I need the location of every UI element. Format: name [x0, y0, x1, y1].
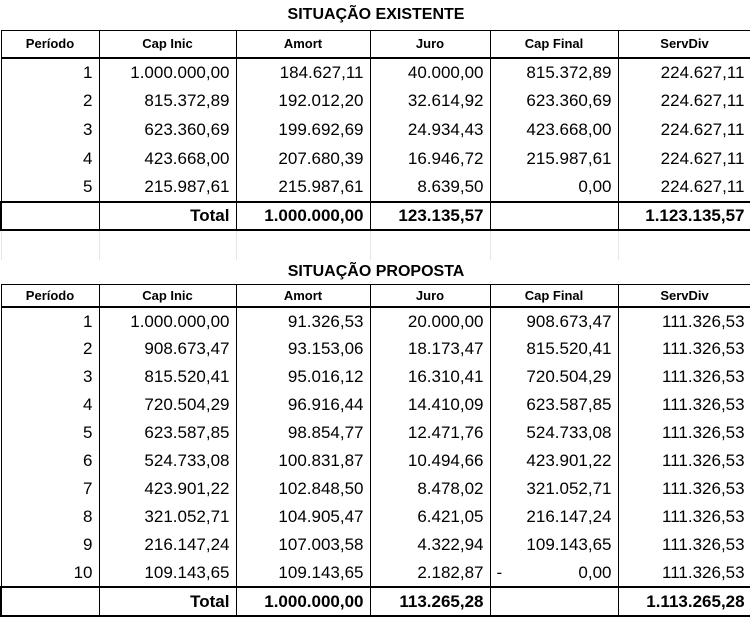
cell-servdiv: 111.326,53 — [618, 503, 750, 531]
cell-periodo: 2 — [1, 86, 99, 115]
cell-cap-final — [490, 559, 618, 587]
total-row — [1, 587, 750, 616]
cell-periodo: 4 — [1, 391, 99, 419]
cell-cap-inic: 423.901,22 — [99, 475, 236, 503]
cell-cap-inic: 815.372,89 — [99, 86, 236, 115]
cell-servdiv: 224.627,11 — [618, 173, 750, 202]
table-row — [1, 115, 750, 144]
table-row — [1, 531, 750, 559]
table-row — [1, 363, 750, 391]
cell-amort: 93.153,06 — [236, 335, 370, 363]
cell-cap-inic: 908.673,47 — [99, 335, 236, 363]
cell-amort: 100.831,87 — [236, 447, 370, 475]
table-row — [1, 503, 750, 531]
cell-periodo: 3 — [1, 115, 99, 144]
cell-cap-inic: 109.143,65 — [99, 559, 236, 587]
cap-final-value: 0,00 — [578, 562, 612, 582]
total-amort: 1.000.000,00 — [236, 587, 370, 616]
table-row — [1, 475, 750, 503]
header-periodo: Período — [1, 30, 99, 58]
header-row — [1, 284, 750, 307]
table-row — [1, 307, 750, 335]
total-servdiv: 1.113.265,28 — [618, 587, 750, 616]
cell-servdiv: 111.326,53 — [618, 447, 750, 475]
cell-juro: 32.614,92 — [370, 86, 490, 115]
cell-amort: 109.143,65 — [236, 559, 370, 587]
cell-cap-final: 423.668,00 — [490, 115, 618, 144]
total-juro: 123.135,57 — [370, 202, 490, 230]
cell-cap-final: 908.673,47 — [490, 307, 618, 335]
table-situacao-proposta — [0, 260, 750, 617]
cell-cap-inic: 216.147,24 — [99, 531, 236, 559]
total-amort: 1.000.000,00 — [236, 202, 370, 230]
cell-servdiv: 111.326,53 — [618, 335, 750, 363]
cell-periodo: 1 — [1, 307, 99, 335]
cell-amort: 104.905,47 — [236, 503, 370, 531]
cell-periodo: 2 — [1, 335, 99, 363]
cell-juro: 24.934,43 — [370, 115, 490, 144]
cell-juro: 20.000,00 — [370, 307, 490, 335]
table-row — [1, 447, 750, 475]
cell-cap-inic: 215.987,61 — [99, 173, 236, 202]
table-row — [1, 419, 750, 447]
cell-servdiv: 224.627,11 — [618, 144, 750, 173]
cell-cap-inic: 1.000.000,00 — [99, 58, 236, 86]
cell-periodo: 5 — [1, 173, 99, 202]
header-juro: Juro — [370, 30, 490, 58]
cell-periodo: 5 — [1, 419, 99, 447]
cell-cap-final: 623.587,85 — [490, 391, 618, 419]
cell-juro: 4.322,94 — [370, 531, 490, 559]
header-periodo: Período — [1, 284, 99, 307]
spacer-row — [1, 230, 750, 260]
cell-servdiv: 111.326,53 — [618, 419, 750, 447]
cell-periodo: 4 — [1, 144, 99, 173]
cell-juro: 8.478,02 — [370, 475, 490, 503]
header-juro: Juro — [370, 284, 490, 307]
cell-amort: 107.003,58 — [236, 531, 370, 559]
cell-amort: 184.627,11 — [236, 58, 370, 86]
cell-periodo: 7 — [1, 475, 99, 503]
cell-amort: 192.012,20 — [236, 86, 370, 115]
table-row — [1, 335, 750, 363]
cell-cap-final: 321.052,71 — [490, 475, 618, 503]
cell-cap-inic: 623.360,69 — [99, 115, 236, 144]
cell-amort: 207.680,39 — [236, 144, 370, 173]
cell-cap-final: 524.733,08 — [490, 419, 618, 447]
cell-servdiv: 224.627,11 — [618, 86, 750, 115]
cell-cap-inic: 524.733,08 — [99, 447, 236, 475]
cell-servdiv: 111.326,53 — [618, 531, 750, 559]
header-servdiv: ServDiv — [618, 284, 750, 307]
cell-cap-inic: 815.520,41 — [99, 363, 236, 391]
cell-cap-inic: 1.000.000,00 — [99, 307, 236, 335]
cell-servdiv: 224.627,11 — [618, 115, 750, 144]
cell-juro: 14.410,09 — [370, 391, 490, 419]
cap-final-dash: - — [496, 562, 503, 582]
header-row — [1, 30, 750, 58]
cell-cap-final: 815.372,89 — [490, 58, 618, 86]
header-cap-final: Cap Final — [490, 284, 618, 307]
cell-cap-inic: 423.668,00 — [99, 144, 236, 173]
cell-cap-final: 623.360,69 — [490, 86, 618, 115]
cell-cap-final: 215.987,61 — [490, 144, 618, 173]
cell-amort: 95.016,12 — [236, 363, 370, 391]
table-title: SITUAÇÃO PROPOSTA — [287, 262, 465, 280]
cell-juro: 2.182,87 — [370, 559, 490, 587]
cell-periodo: 9 — [1, 531, 99, 559]
cell-amort: 199.692,69 — [236, 115, 370, 144]
header-amort: Amort — [236, 30, 370, 58]
table-row — [1, 86, 750, 115]
cell-amort: 102.848,50 — [236, 475, 370, 503]
cell-periodo: 6 — [1, 447, 99, 475]
table-row — [1, 144, 750, 173]
cell-cap-final: 216.147,24 — [490, 503, 618, 531]
cell-amort: 215.987,61 — [236, 173, 370, 202]
cell-servdiv: 111.326,53 — [618, 307, 750, 335]
cell-cap-final: 423.901,22 — [490, 447, 618, 475]
cell-servdiv: 111.326,53 — [618, 559, 750, 587]
table-situacao-existente — [0, 0, 750, 260]
table-row — [1, 173, 750, 202]
total-cap-final-empty — [490, 202, 618, 230]
cell-juro: 16.310,41 — [370, 363, 490, 391]
cell-periodo: 3 — [1, 363, 99, 391]
total-empty — [1, 587, 99, 616]
cell-cap-final: 815.520,41 — [490, 335, 618, 363]
cell-amort: 98.854,77 — [236, 419, 370, 447]
cell-cap-final: 109.143,65 — [490, 531, 618, 559]
cell-servdiv: 111.326,53 — [618, 475, 750, 503]
total-row — [1, 202, 750, 230]
cell-cap-inic: 623.587,85 — [99, 419, 236, 447]
header-cap-inic: Cap Inic — [99, 30, 236, 58]
cell-juro: 40.000,00 — [370, 58, 490, 86]
cell-amort: 91.326,53 — [236, 307, 370, 335]
cell-juro: 16.946,72 — [370, 144, 490, 173]
header-servdiv: ServDiv — [618, 30, 750, 58]
total-servdiv: 1.123.135,57 — [618, 202, 750, 230]
cell-cap-final: 720.504,29 — [490, 363, 618, 391]
cell-cap-inic: 321.052,71 — [99, 503, 236, 531]
cell-juro: 6.421,05 — [370, 503, 490, 531]
table-row — [1, 559, 750, 587]
cell-amort: 96.916,44 — [236, 391, 370, 419]
table-row — [1, 391, 750, 419]
cell-servdiv: 224.627,11 — [618, 58, 750, 86]
cell-periodo: 10 — [1, 559, 99, 587]
cell-cap-inic: 720.504,29 — [99, 391, 236, 419]
header-cap-final: Cap Final — [490, 30, 618, 58]
total-label: Total — [99, 202, 236, 230]
total-empty — [1, 202, 99, 230]
total-juro: 113.265,28 — [370, 587, 490, 616]
cell-servdiv: 111.326,53 — [618, 363, 750, 391]
total-cap-final-empty — [490, 587, 618, 616]
cell-juro: 18.173,47 — [370, 335, 490, 363]
cell-periodo: 8 — [1, 503, 99, 531]
cell-cap-final: 0,00 — [490, 173, 618, 202]
cell-juro: 10.494,66 — [370, 447, 490, 475]
table-title: SITUAÇÃO EXISTENTE — [287, 5, 465, 23]
cell-servdiv: 111.326,53 — [618, 391, 750, 419]
cell-juro: 8.639,50 — [370, 173, 490, 202]
table-row — [1, 58, 750, 86]
cell-juro: 12.471,76 — [370, 419, 490, 447]
total-label: Total — [99, 587, 236, 616]
header-cap-inic: Cap Inic — [99, 284, 236, 307]
header-amort: Amort — [236, 284, 370, 307]
cell-periodo: 1 — [1, 58, 99, 86]
